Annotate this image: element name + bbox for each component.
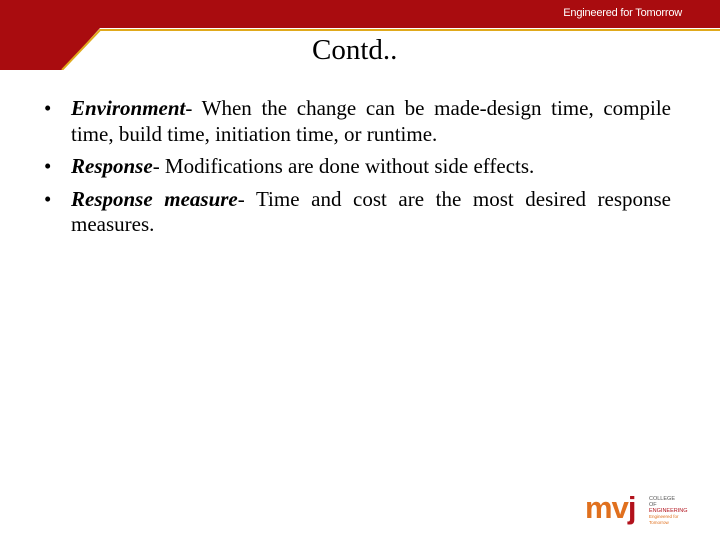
bullet-item-environment	[44, 96, 671, 147]
bullet-term: Response	[71, 154, 153, 178]
logo-mark	[585, 490, 635, 526]
bullet-item-response-measure	[44, 187, 671, 238]
bullet-list	[44, 96, 671, 245]
logo-text	[649, 496, 688, 526]
logo-letter-v: v	[611, 490, 628, 525]
logo-letter-j: j	[627, 490, 636, 525]
logo-letter-m: m	[585, 490, 612, 525]
bullet-text: - Modifications are done without side effects.	[152, 154, 535, 178]
bullet-dot: •	[44, 154, 52, 178]
logo-line-2: ENGINEERING	[649, 508, 688, 514]
college-logo	[585, 490, 688, 526]
slide-title: Contd..	[312, 34, 398, 66]
logo-line-3: Engineered for Tomorrow	[649, 514, 679, 525]
bullet-text: - Time and cost are the most desired response measures.	[71, 186, 671, 236]
bullet-dot: •	[44, 186, 52, 211]
header-tagline: Engineered for Tomorrow	[563, 7, 682, 19]
logo-line-1: COLLEGE OF	[649, 496, 675, 508]
bullet-dot: •	[44, 96, 52, 120]
bullet-item-response	[44, 154, 671, 180]
bullet-term: Environment	[71, 96, 186, 120]
bullet-term: Response measure	[71, 186, 238, 211]
bullet-text: - When the change can be made-design time, compile time, build time, initiation time, or runtime.	[71, 96, 671, 146]
